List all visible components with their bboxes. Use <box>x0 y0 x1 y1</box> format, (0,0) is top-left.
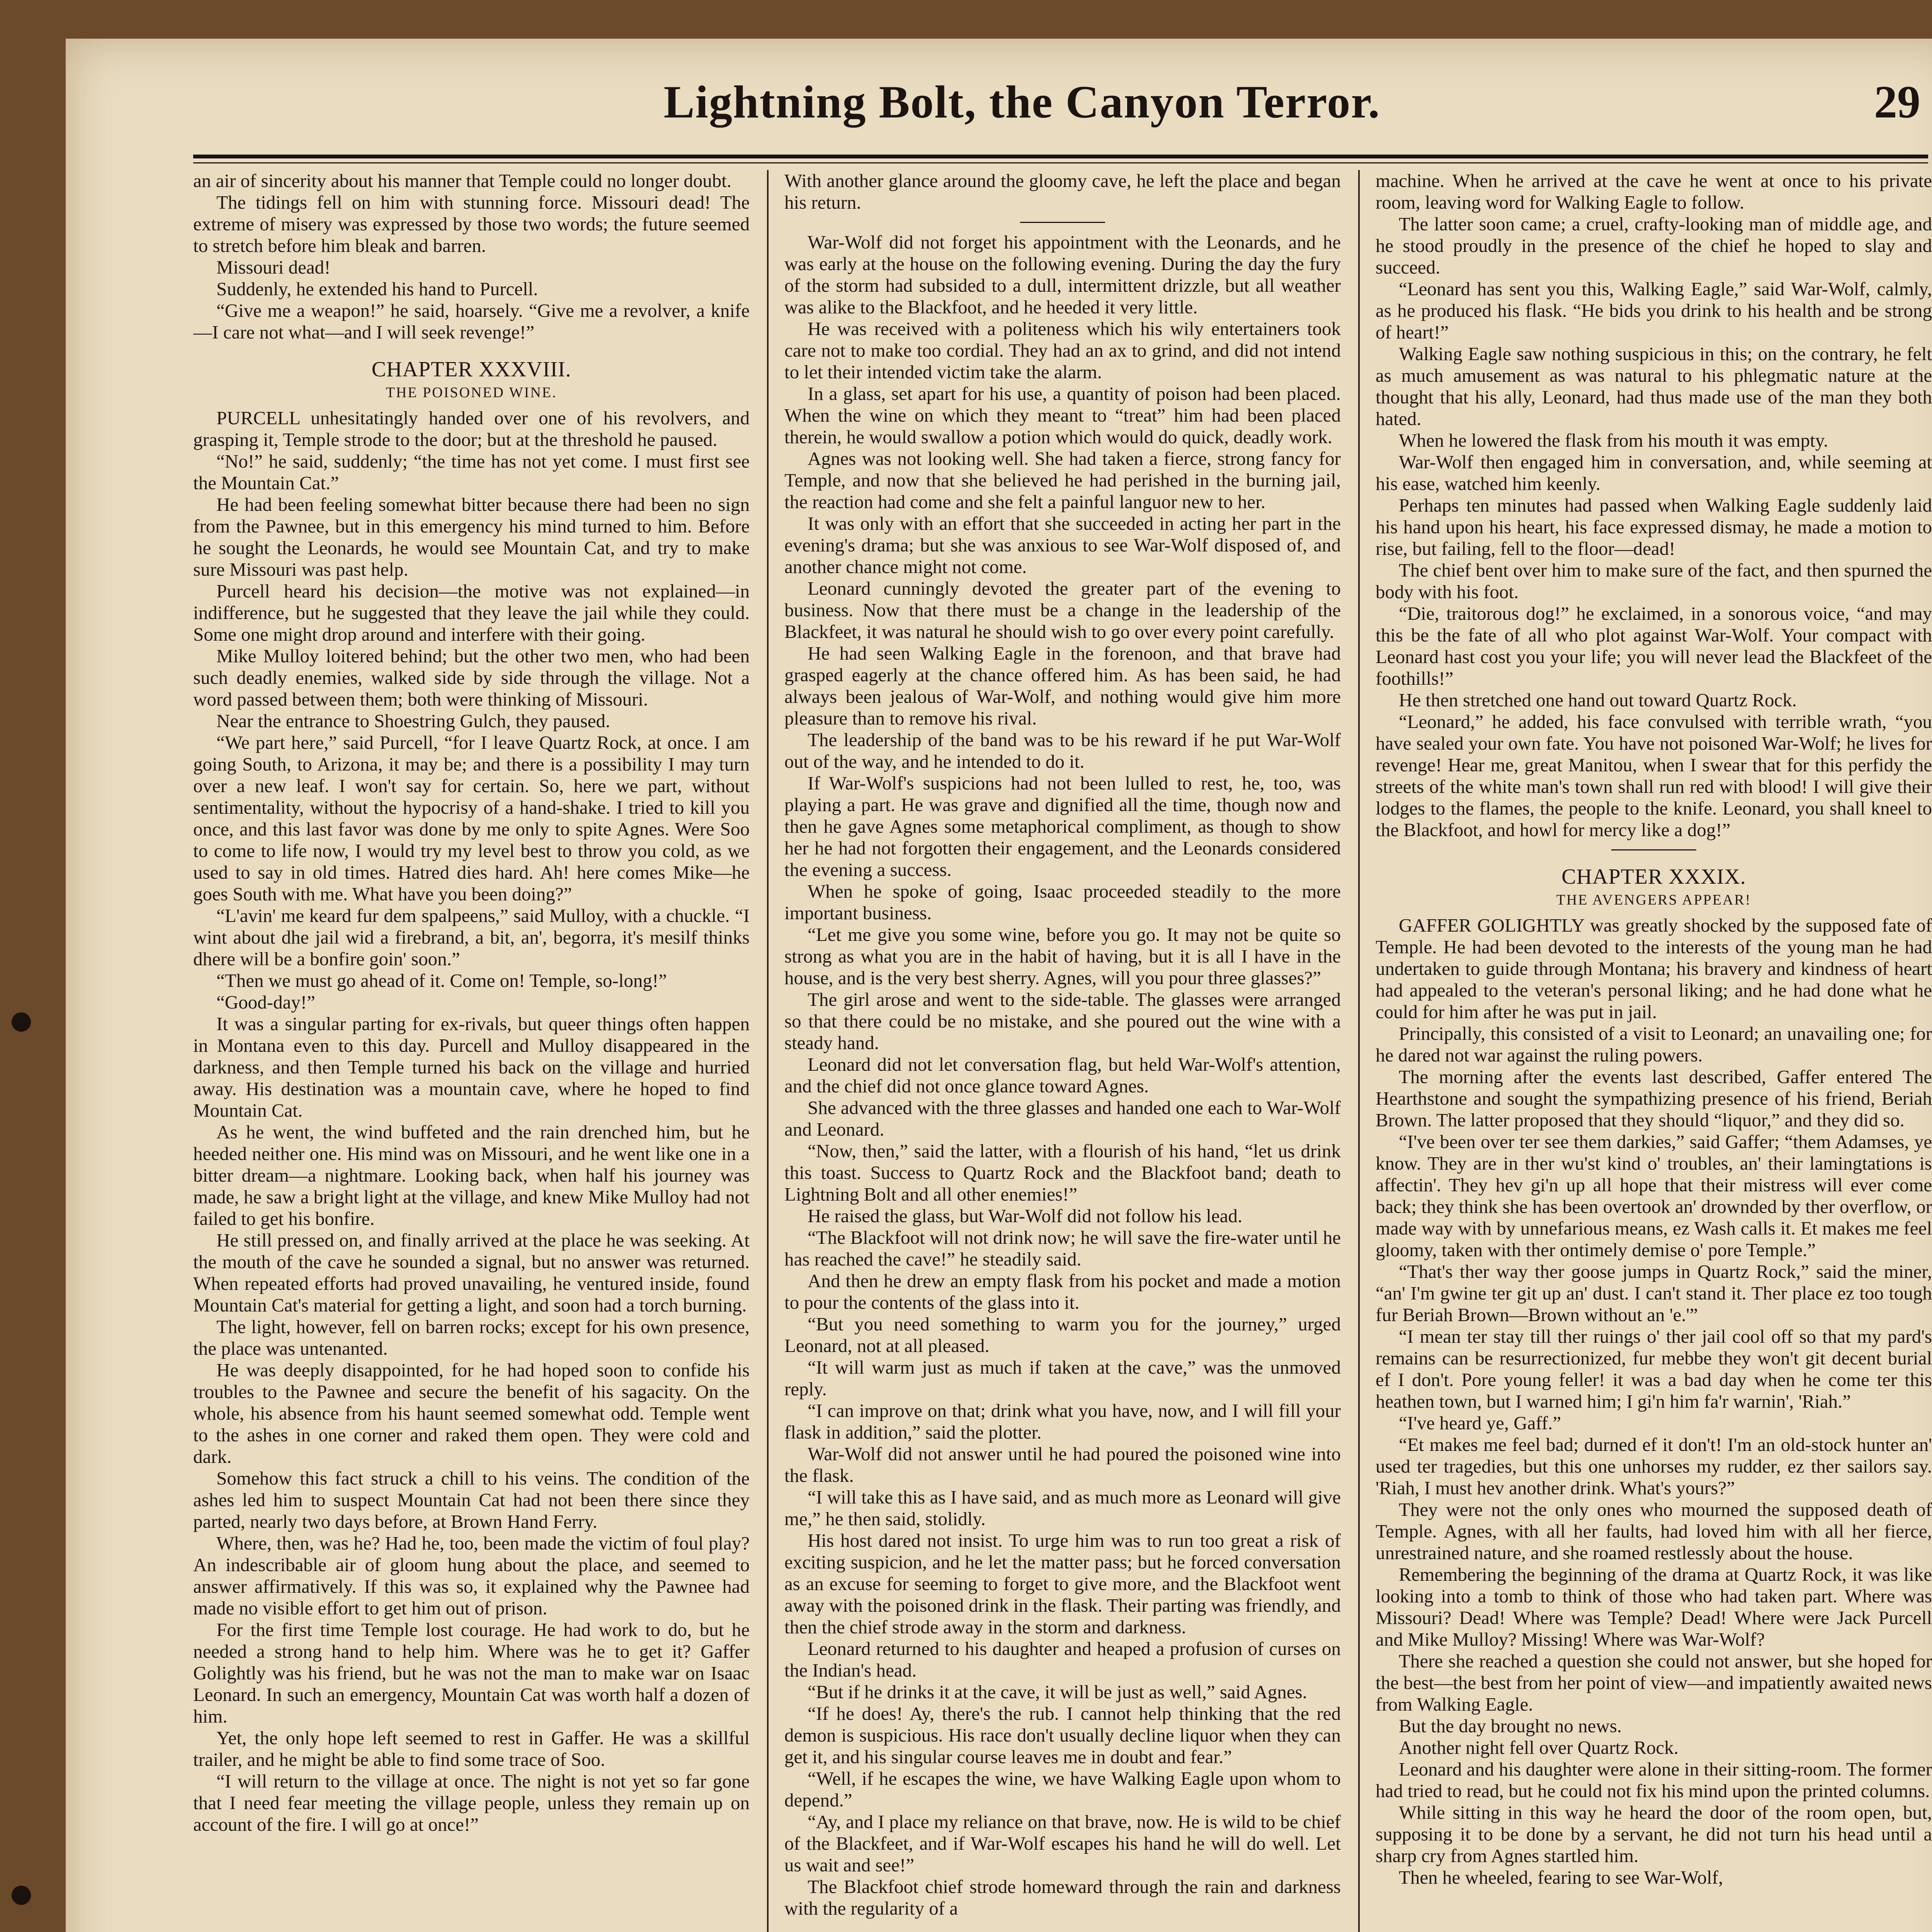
paragraph: In a glass, set apart for his use, a quantity of poison had been placed. When the wine on which they meant to “treat” him had been placed therein, he would swallow a potion which would do quick, deadly work. <box>784 383 1341 447</box>
paragraph: “Leonard has sent you this, Walking Eagle,” said War-Wolf, calmly, as he produced his flask. “He bids you drink to his health and be strong of heart!” <box>1376 278 1932 343</box>
running-title: Lightning Bolt, the Canyon Terror. <box>663 76 1381 128</box>
text-columns <box>193 170 1932 1932</box>
paragraph: War-Wolf then engaged him in conversation, and, while seeming at his ease, watched him keenly. <box>1376 451 1932 494</box>
paragraph: The light, however, fell on barren rocks; except for his own presence, the place was untenanted. <box>193 1316 750 1359</box>
paragraph: Walking Eagle saw nothing suspicious in this; on the contrary, he felt as much amusement as was natural to his phlegmatic nature at the thought that his ally, Leonard, had thus made use of the man they both hated. <box>1376 343 1932 429</box>
column-2 <box>784 170 1341 1932</box>
paragraph: “Well, if he escapes the wine, we have Walking Eagle upon whom to depend.” <box>784 1768 1341 1811</box>
header-rule <box>193 155 1928 158</box>
paragraph: Suddenly, he extended his hand to Purcell. <box>216 278 538 299</box>
paragraph: When he lowered the flask from his mouth it was empty. <box>1399 430 1828 451</box>
paragraph: machine. When he arrived at the cave he went at once to his private room, leaving word for Walking Eagle to follow. <box>1376 170 1932 213</box>
paragraph: It was a singular parting for ex-rivals, but queer things often happen in Montana even to this day. Purcell and Mulloy disappeared in the darkness, and then Temple turned his back on the village and hurried away. His destination was a mountain cave, where he hoped to find Mountain Cat. <box>193 1013 750 1121</box>
column-2-intro <box>784 170 1341 213</box>
column-3-body <box>1376 915 1932 1888</box>
column-3-intro <box>1376 170 1932 841</box>
paragraph: Leonard returned to his daughter and heaped a profusion of curses on the Indian's head. <box>784 1638 1341 1681</box>
column-1-intro <box>193 170 750 343</box>
paragraph: “But you need something to warm you for the journey,” urged Leonard, not at all pleased. <box>784 1313 1341 1356</box>
chapter-subtitle: THE POISONED WINE. <box>386 384 557 401</box>
paragraph: Purcell heard his decision—the motive was not explained—in indifference, but he suggested that they leave the jail while they could. Some one might drop around and interfere with their going. <box>193 580 750 645</box>
paragraph: Where, then, was he? Had he, too, been made the victim of foul play? An indescribable air of gloom hung about the place, and seemed to answer affirmatively. If this was so, it explained why the Pawnee had made no visible effort to get him out of prison. <box>193 1532 750 1619</box>
paragraph: “I've been over ter see them darkies,” said Gaffer; “them Adamses, ye know. They are in ther wu'st kind o' troubles, an' their lamingtations is affectin'. They hev gi'n up all hope that their mistress will ever come back; they think she has been overtook an' drownded by ther overflow, or made way with by unnefarious means, ez Wash calls it. Et makes me feel gloomy, taken with ther ontimely demise o' pore Temple.” <box>1376 1131 1932 1260</box>
paragraph: The chief bent over him to make sure of the fact, and then spurned the body with his foot. <box>1376 560 1932 602</box>
binding-hole <box>12 1886 31 1905</box>
paragraph: “I can improve on that; drink what you have, now, and I will fill your flask in addition,” said the plotter. <box>784 1400 1341 1443</box>
paragraph: “Die, traitorous dog!” he exclaimed, in a sonorous voice, “and may this be the fate of all who plot against War-Wolf. Your compact with Leonard hast cost you your life; you will never lead the Blackfeet of the foothills!” <box>1376 603 1932 689</box>
paragraph: “But if he drinks it at the cave, it will be just as well,” said Agnes. <box>808 1681 1307 1702</box>
paragraph: “L'avin' me keard fur dem spalpeens,” said Mulloy, with a chuckle. “I wint about dhe jail wid a firebrand, a bit, an', begorra, it's mesilf thinks dhere will be a bonfire goin' soon.” <box>193 905 750 969</box>
paragraph: an air of sincerity about his manner that Temple could no longer doubt. <box>193 170 732 191</box>
paragraph: It was only with an effort that she succeeded in acting her part in the evening's drama; but she was anxious to see War-Wolf disposed of, and another chance might not come. <box>784 513 1341 577</box>
paragraph: “Good-day!” <box>216 992 315 1013</box>
paragraph: “We part here,” said Purcell, “for I leave Quartz Rock, at once. I am going South, to Arizona, it may be; and there is a possibility I may turn over a new leaf. I won't say for certain. So, here we part, without sentimentality, without the hypocrisy of a hand-shake. I tried to kill you once, and this last favor was done by me only to spite Agnes. Were Soo to come to life now, I would try my level best to throw you cold, as we used to say in old times. Hatred dies hard. Ah! here comes Mike—he goes South with me. What have you been doing?” <box>193 732 750 905</box>
column-2-body <box>784 231 1341 1919</box>
paragraph: He had been feeling somewhat bitter because there had been no sign from the Pawnee, but in this emergency his mind turned to him. Before he sought the Leonards, he would see Mountain Cat, and try to make sure Missouri was past help. <box>193 494 750 580</box>
paragraph: The leadership of the band was to be his reward if he put War-Wolf out of the way, and he intended to do it. <box>784 729 1341 772</box>
paragraph: “Then we must go ahead of it. Come on! Temple, so-long!” <box>216 970 667 991</box>
paragraph: As he went, the wind buffeted and the rain drenched him, but he heeded neither one. His mind was on Missouri, and he went like one in a bitter dream—a nightmare. Looking back, when half his journey was made, he saw a bright light at the village, and knew Mike Mulloy had not failed to get his bonfire. <box>193 1121 750 1229</box>
section-break-rule <box>1020 222 1105 223</box>
paragraph: He had seen Walking Eagle in the forenoon, and that brave had grasped eagerly at the chance offered him. As has been said, he had always been jealous of War-Wolf, and nothing would give him more pleasure than to remove his rival. <box>784 643 1341 729</box>
chapter-title: CHAPTER XXXIX. <box>1561 865 1746 889</box>
paragraph: Leonard and his daughter were alone in their sitting-room. The former had tried to read, but he could not fix his mind upon the printed columns. <box>1376 1759 1932 1801</box>
paragraph: The tidings fell on him with stunning force. Missouri dead! The extreme of misery was expressed by those two words; the future seemed to stretch before him bleak and barren. <box>193 192 750 256</box>
paragraph: And then he drew an empty flask from his pocket and made a motion to pour the contents of the glass into it. <box>784 1270 1341 1313</box>
paragraph: “I will take this as I have said, and as much more as Leonard will give me,” he then said, stolidly. <box>784 1486 1341 1529</box>
paragraph: He still pressed on, and finally arrived at the place he was seeking. At the mouth of the cave he sounded a signal, but no answer was returned. When repeated efforts had proved unavailing, he ventured inside, found Mountain Cat's material for getting a light, and soon had a torch burning. <box>193 1230 750 1316</box>
column-1-body <box>193 407 750 1835</box>
paragraph: Yet, the only hope left seemed to rest in Gaffer. He was a skillful trailer, and he might be able to find some trace of Soo. <box>193 1727 750 1770</box>
chapter-title: CHAPTER XXXVIII. <box>371 357 571 381</box>
paragraph: The latter soon came; a cruel, crafty-looking man of middle age, and he stood proudly in the presence of the chief he hoped to slay and succeed. <box>1376 213 1932 278</box>
page-header <box>66 39 1932 155</box>
page-number: 29 <box>1874 76 1920 128</box>
paragraph: Agnes was not looking well. She had taken a fierce, strong fancy for Temple, and now that she believed he had perished in the burning jail, the reaction had come and she felt a painful languor new to her. <box>784 448 1341 512</box>
paragraph: Near the entrance to Shoestring Gulch, they paused. <box>216 710 611 731</box>
paragraph: With another glance around the gloomy cave, he left the place and began his return. <box>784 170 1341 213</box>
paragraph: He raised the glass, but War-Wolf did not follow his lead. <box>808 1205 1243 1226</box>
column-divider <box>767 170 769 1932</box>
paragraph: GAFFER GOLIGHTLY was greatly shocked by the supposed fate of Temple. He had been devoted to the interests of the young man he had undertaken to guide through Montana; his bravery and kindness of heart had appealed to the veteran's personal liking; and he had done what he could for him after he was put in jail. <box>1376 915 1932 1022</box>
paragraph: When he spoke of going, Isaac proceeded steadily to the more important business. <box>784 881 1341 923</box>
paragraph: Remembering the beginning of the drama at Quartz Rock, it was like looking into a tomb to think of those who had taken part. Where was Missouri? Dead! Where was Temple? Dead! Where were Jack Purcell and Mike Mulloy? Missing! Where was War-Wolf? <box>1376 1564 1932 1650</box>
paragraph: He was deeply disappointed, for he had hoped soon to confide his troubles to the Pawnee and secure the benefit of his sagacity. On the whole, his absence from his haunt seemed somewhat odd. Temple went to the ashes in one corner and raked them open. They were cold and dark. <box>193 1359 750 1467</box>
paragraph: There she reached a question she could not answer, but she hoped for the best—the best from her point of view—and impatiently awaited news from Walking Eagle. <box>1376 1650 1932 1715</box>
paragraph: “I mean ter stay till ther ruings o' ther jail cool off so that my pard's remains can be resurrectionized, fur mebbe they won't git decent burial ef I don't. Pore young feller! it was a bad day when he come ter this heathen town, but I warned him; I gi'n him fa'r warnin', 'Riah.” <box>1376 1326 1932 1412</box>
paragraph: If War-Wolf's suspicions had not been lulled to rest, he, too, was playing a part. He was grave and dignified all the time, though now and then he gave Agnes some metaphorical compliment, as though to show her he had not forgotten their engagement, and the Leonards considered the evening a success. <box>784 772 1341 880</box>
paragraph: Missouri dead! <box>216 257 331 278</box>
paragraph: “No!” he said, suddenly; “the time has not yet come. I must first see the Mountain Cat.” <box>193 451 750 493</box>
paragraph: “I've heard ye, Gaff.” <box>1399 1412 1561 1434</box>
header-rule-thin <box>193 162 1928 163</box>
paragraph: Leonard cunningly devoted the greater part of the evening to business. Now that there must be a change in the leadership of the Blackfeet, it was natural he should wish to go over every point carefully. <box>784 578 1341 642</box>
paragraph: “Give me a weapon!” he said, hoarsely. “Give me a revolver, a knife—I care not what—and I will seek revenge!” <box>193 300 750 343</box>
paragraph: The Blackfoot chief strode homeward through the rain and darkness with the regularity of a <box>784 1876 1341 1919</box>
paragraph: Mike Mulloy loitered behind; but the other two men, who had been such deadly enemies, walked side by side through the village. Not a word passed between them; both were thinking of Missouri. <box>193 645 750 710</box>
paragraph: His host dared not insist. To urge him was to run too great a risk of exciting suspicion, and he let the matter pass; but he forced conversation as an excuse for seeming to forget to give more, and the Blackfoot went away with the poisoned drink in the flask. Their parting was friendly, and then the chief strode away in the storm and darkness. <box>784 1530 1341 1638</box>
paragraph: “The Blackfoot will not drink now; he will save the fire-water until he has reached the cave!” he steadily said. <box>784 1227 1341 1270</box>
paragraph: Then he wheeled, fearing to see War-Wolf, <box>1399 1867 1723 1888</box>
paragraph: “Ay, and I place my reliance on that brave, now. He is wild to be chief of the Blackfeet, and if War-Wolf escapes his hand he will do well. Let us wait and see!” <box>784 1811 1341 1876</box>
paragraph: “I will return to the village at once. The night is not yet so far gone that I need fear meeting the village people, unless they remain up on account of the fire. I will go at once!” <box>193 1770 750 1835</box>
paragraph: He then stretched one hand out toward Quartz Rock. <box>1399 689 1797 711</box>
paragraph: For the first time Temple lost courage. He had work to do, but he needed a strong hand to help him. Where was he to get it? Gaffer Golightly was his friend, but he was not the man to make war on Isaac Leonard. In such an emergency, Mountain Cat was worth half a dozen of him. <box>193 1619 750 1727</box>
paragraph: PURCELL unhesitatingly handed over one of his revolvers, and grasping it, Temple strode to the door; but at the threshold he paused. <box>193 407 750 450</box>
paragraph: “Et makes me feel bad; durned ef it don't! I'm an old-stock hunter an' used ter tragedies, but this one unhorses my rudder, ez ther sailors say. 'Riah, I must hev another drink. What's yours?” <box>1376 1434 1932 1498</box>
paragraph: “Now, then,” said the latter, with a flourish of his hand, “let us drink this toast. Success to Quartz Rock and the Blackfoot band; death to Lightning Bolt and all other enemies!” <box>784 1140 1341 1205</box>
newspaper-page <box>66 39 1932 1932</box>
paragraph: “It will warm just as much if taken at the cave,” was the unmoved reply. <box>784 1357 1341 1400</box>
paragraph: Perhaps ten minutes had passed when Walking Eagle suddenly laid his hand upon his heart, his face expressed dismay, he made a motion to rise, but failing, fell to the floor—dead! <box>1376 495 1932 559</box>
paragraph: She advanced with the three glasses and handed one each to War-Wolf and Leonard. <box>784 1097 1341 1140</box>
paragraph: They were not the only ones who mourned the supposed death of Temple. Agnes, with all her faults, had loved him with all her fierce, unrestrained nature, and she roamed restlessly about the house. <box>1376 1499 1932 1563</box>
binding-hole <box>12 1012 31 1032</box>
paragraph: “If he does! Ay, there's the rub. I cannot help thinking that the red demon is suspicious. His race don't usually decline liquor when they can get it, and his singular course leaves me in doubt and fear.” <box>784 1703 1341 1767</box>
section-break-rule <box>1611 849 1696 850</box>
paragraph: Leonard did not let conversation flag, but held War-Wolf's attention, and the chief did not once glance toward Agnes. <box>784 1054 1341 1097</box>
column-divider <box>1358 170 1360 1932</box>
paragraph: He was received with a politeness which his wily entertainers took care not to make too cordial. They had an ax to grind, and did not intend to let their intended victim take the alarm. <box>784 318 1341 383</box>
chapter-subtitle: THE AVENGERS APPEAR! <box>1556 892 1752 908</box>
paragraph: Another night fell over Quartz Rock. <box>1399 1737 1679 1758</box>
paragraph: “Leonard,” he added, his face convulsed with terrible wrath, “you have sealed your own fate. You have not poisoned War-Wolf; he lives for revenge! Hear me, great Manitou, when I swear that for this perfidy the streets of the white man's town shall run red with blood! I will give their lodges to the flames, the people to the knife. Leonard, you shall kneel to the Blackfoot, and howl for mercy like a dog!” <box>1376 711 1932 840</box>
column-3 <box>1376 170 1932 1932</box>
paragraph: While sitting in this way he heard the door of the room open, but, supposing it to be done by a servant, he did not turn his head until a sharp cry from Agnes startled him. <box>1376 1802 1932 1866</box>
paragraph: War-Wolf did not forget his appointment with the Leonards, and he was early at the house on the following evening. During the day the fury of the storm had subsided to a dull, intermittent drizzle, but all weather was alike to the Blackfoot, and he heeded it very little. <box>784 231 1341 318</box>
column-1 <box>193 170 750 1932</box>
paragraph: Principally, this consisted of a visit to Leonard; an unavailing one; for he dared not war against the ruling powers. <box>1376 1023 1932 1066</box>
paragraph: The girl arose and went to the side-table. The glasses were arranged so that there could be no mistake, and she poured out the wine with a steady hand. <box>784 989 1341 1053</box>
paragraph: But the day brought no news. <box>1399 1715 1622 1736</box>
paragraph: “That's ther way ther goose jumps in Quartz Rock,” said the miner, “an' I'm gwine ter git up an' dust. I can't stand it. Ther place ez too tough fur Beriah Brown—Brown without an 'e.'” <box>1376 1261 1932 1325</box>
paragraph: The morning after the events last described, Gaffer entered The Hearthstone and sought the sympathizing presence of his friend, Beriah Brown. The latter proposed that they should “liquor,” and they did so. <box>1376 1066 1932 1131</box>
paragraph: Somehow this fact struck a chill to his veins. The condition of the ashes led him to suspect Mountain Cat had not been there since they parted, nearly two days before, at Brown Hand Ferry. <box>193 1468 750 1532</box>
paragraph: War-Wolf did not answer until he had poured the poisoned wine into the flask. <box>784 1443 1341 1486</box>
paragraph: “Let me give you some wine, before you go. It may not be quite so strong as what you are in the habit of having, but it is all I have in the house, and is the very best sherry. Agnes, will you pour three glasses?” <box>784 924 1341 988</box>
